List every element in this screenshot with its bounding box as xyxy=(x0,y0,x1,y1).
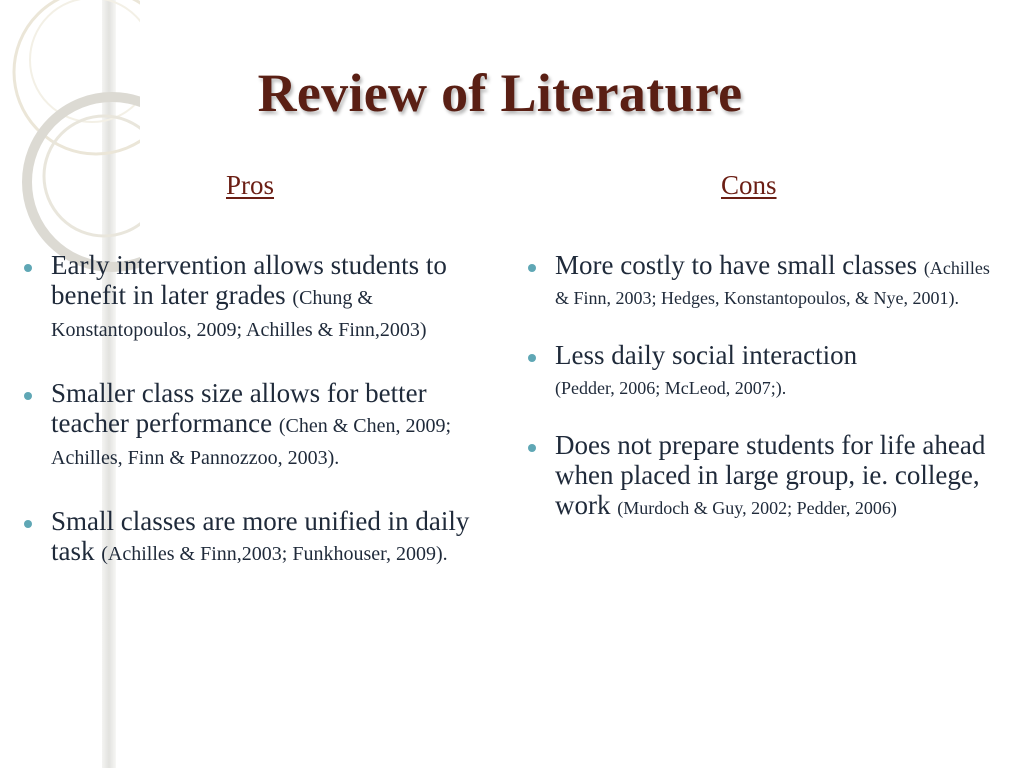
bullet-icon xyxy=(24,264,32,272)
pros-item-citation: (Chen & Chen, 2009; Achilles, Finn & Pannozzoo, 2003). xyxy=(51,415,452,469)
decorative-ring-middle-inner xyxy=(44,116,140,236)
pros-item-unified-classes xyxy=(22,506,502,568)
pros-item-text: Early intervention allows students to benefit in later grades xyxy=(51,250,447,310)
pros-item-text: Smaller class size allows for better teacher performance xyxy=(51,378,427,438)
slide-title: Review of Literature xyxy=(257,63,743,123)
cons-item-text: More costly to have small classes xyxy=(555,250,918,280)
pros-heading: Pros xyxy=(226,170,275,200)
bullet-icon xyxy=(528,354,536,362)
cons-item-citation: (Achilles & Finn, 2003; Hedges, Konstantopoulos, & Nye, 2001). xyxy=(555,258,990,308)
cons-item-citation: (Pedder, 2006; McLeod, 2007;). xyxy=(555,378,787,398)
cons-item-costly xyxy=(526,250,1006,310)
pros-item-text: Small classes are more unified in daily task xyxy=(51,506,470,566)
bullet-icon xyxy=(24,392,32,400)
cons-item-text: Does not prepare students for life ahead when placed in large group, ie. college, work xyxy=(555,430,986,520)
pros-item-early-intervention xyxy=(22,250,502,344)
pros-item-citation: (Chung & Konstantopoulos, 2009; Achilles & Finn,2003) xyxy=(51,287,427,341)
bullet-icon xyxy=(528,264,536,272)
pros-list xyxy=(22,250,502,602)
bullet-icon xyxy=(24,520,32,528)
bullet-icon xyxy=(528,444,536,452)
pros-item-teacher-performance xyxy=(22,378,502,472)
cons-item-text: Less daily social interaction xyxy=(555,340,858,370)
cons-item-social-interaction xyxy=(526,340,1006,400)
cons-item-citation: (Murdoch & Guy, 2002; Pedder, 2006) xyxy=(617,498,897,518)
pros-item-citation: (Achilles & Finn,2003; Funkhouser, 2009). xyxy=(101,543,448,565)
cons-list xyxy=(526,250,1006,550)
cons-heading: Cons xyxy=(721,170,777,200)
cons-item-life-preparation xyxy=(526,430,1006,520)
